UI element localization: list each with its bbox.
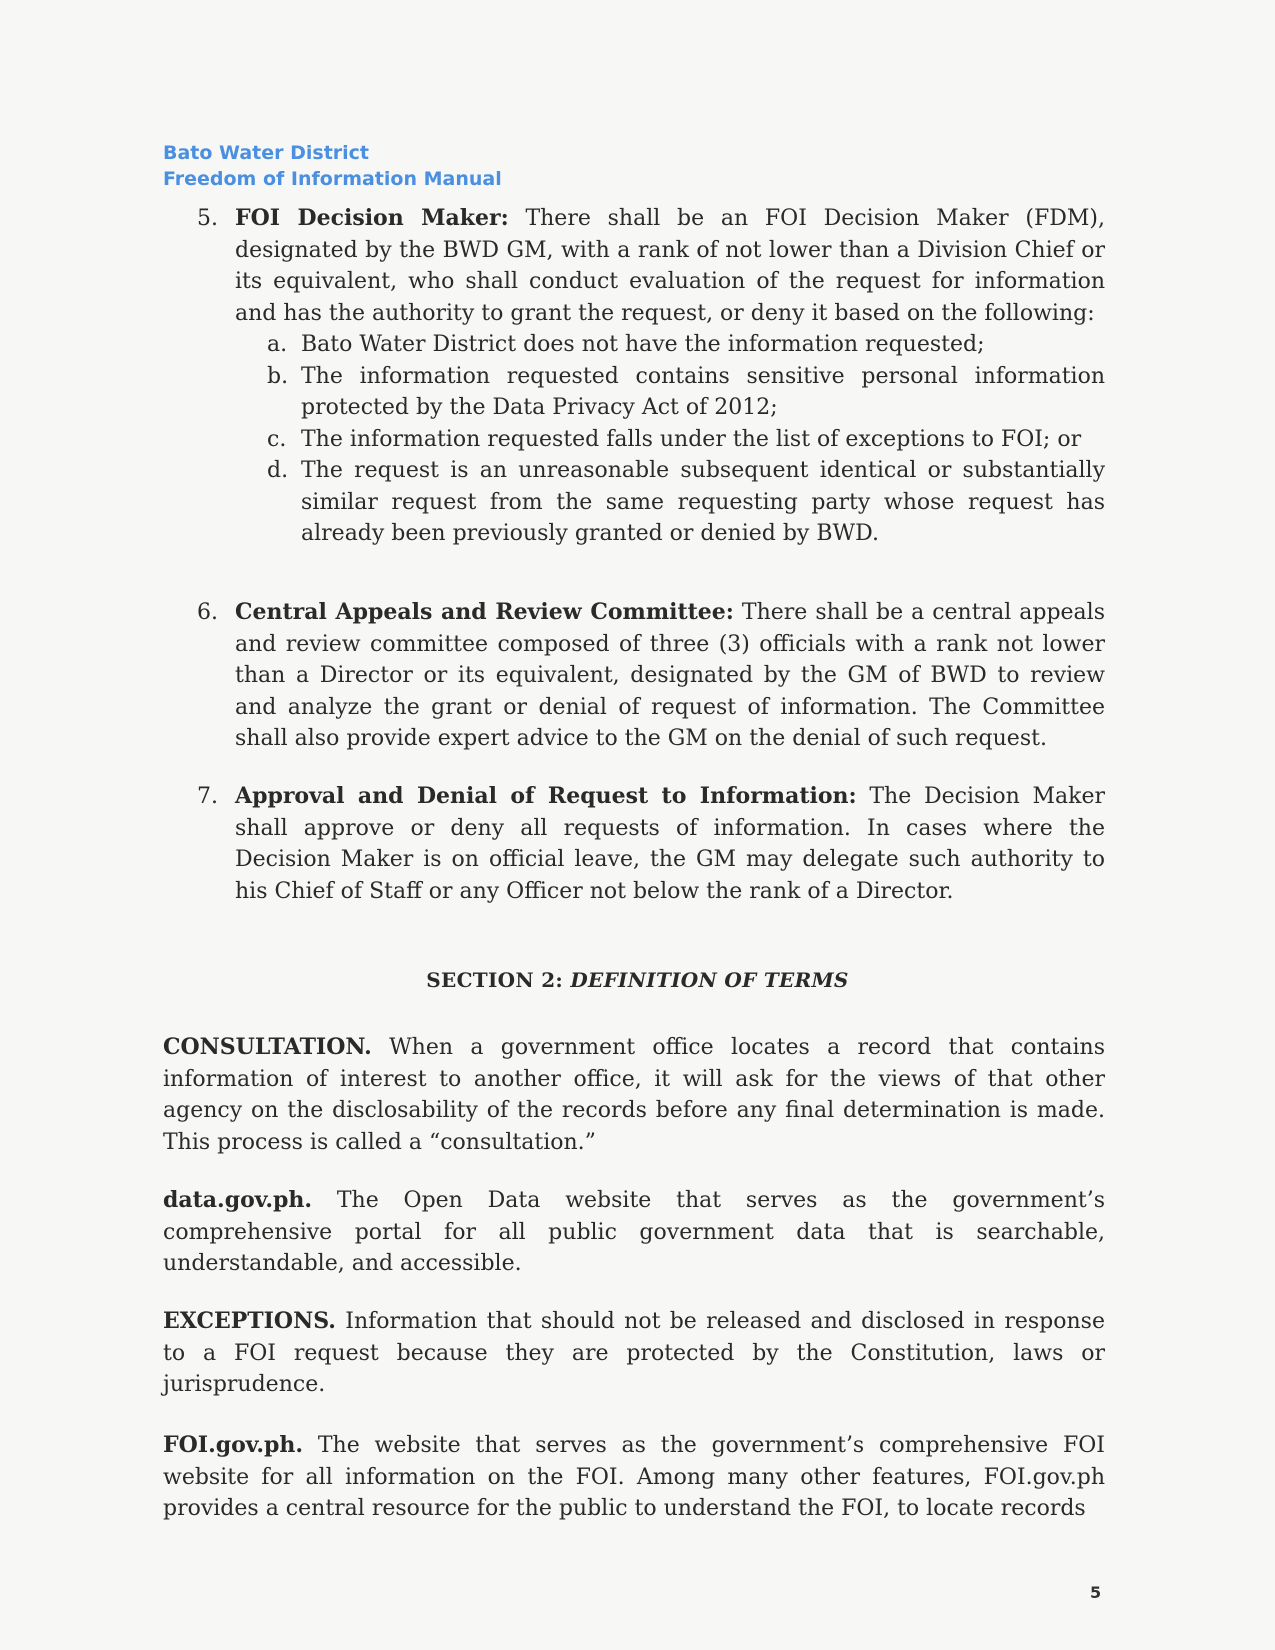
section-title: DEFINITION OF TERMS xyxy=(570,968,849,992)
item-title: Approval and Denial of Request to Information: xyxy=(235,783,857,809)
item-title: FOI Decision Maker: xyxy=(235,205,509,231)
item-body xyxy=(235,203,1105,329)
sublist-item-d xyxy=(267,455,1105,550)
definition-text: The Open Data website that serves as the government’s comprehensive portal for all public government data that is searchable, understandable, and accessible. xyxy=(163,1188,1105,1276)
item-body xyxy=(235,597,1105,755)
header-org: Bato Water District xyxy=(163,142,370,164)
item-number: 7. xyxy=(197,784,218,809)
definition-foi-gov-ph xyxy=(163,1430,1105,1525)
list-item-6 xyxy=(197,597,1105,755)
section-heading xyxy=(0,968,1275,992)
document-header xyxy=(163,140,502,192)
header-doc-title: Freedom of Information Manual xyxy=(163,168,502,190)
item-text: There shall be a central appeals and review committee composed of three (3) officials with a rank not lower than a Director or its equivalent, designated by the GM of BWD to review and analyze the grant or denial of request of information. The Committee shall also provide expert advice to the GM on the denial of such request. xyxy=(235,600,1105,751)
definition-text: When a government office locates a record that contains information of interest to another office, it will ask for the views of that other agency on the disclosability of the records before any final determination is made. This process is called a “consultation.” xyxy=(163,1035,1105,1155)
sub-letter: c. xyxy=(267,426,287,452)
list-item-7 xyxy=(197,781,1105,907)
page-number: 5 xyxy=(1090,1583,1102,1602)
sub-letter: a. xyxy=(267,332,288,357)
definition-consultation xyxy=(163,1032,1105,1158)
sublist-item-c xyxy=(267,424,1105,456)
sub-letter: b. xyxy=(267,363,289,389)
item-text: The Decision Maker shall approve or deny all requests of information. In cases where the Decision Maker is on official leave, the GM may delegate such authority to his Chief of Staff or any Officer not below the rank of a Director. xyxy=(235,784,1105,904)
item-number: 6. xyxy=(197,600,218,625)
item-body xyxy=(235,781,1105,907)
item-text: There shall be an FOI Decision Maker (FDM), designated by the BWD GM, with a rank of not lower than a Division Chief or its equivalent, who shall conduct evaluation of the request for information and has the authority to grant the request, or deny it based on the following: xyxy=(235,206,1105,326)
sub-text: Bato Water District does not have the information requested; xyxy=(301,332,985,357)
sublist xyxy=(267,329,1105,550)
sub-text: The information requested falls under the list of exceptions to FOI; or xyxy=(301,426,1082,452)
sublist-item-b xyxy=(267,361,1105,424)
item-number: 5. xyxy=(197,206,218,231)
sublist-item-a xyxy=(267,329,1105,361)
sub-text: The information requested contains sensitive personal information protected by the Data Privacy Act of 2012; xyxy=(301,363,1105,420)
definition-data-gov-ph xyxy=(163,1185,1105,1280)
definition-term: FOI.gov.ph. xyxy=(163,1432,304,1458)
definition-term: CONSULTATION. xyxy=(163,1034,372,1060)
definition-term: EXCEPTIONS. xyxy=(163,1308,336,1334)
definition-term: data.gov.ph. xyxy=(163,1187,313,1213)
sub-text: The request is an unreasonable subsequent identical or substantially similar request from the same requesting party whose request has already been previously granted or denied by BWD. xyxy=(301,458,1105,546)
definition-text: Information that should not be released and disclosed in response to a FOI request because they are protected by the Constitution, laws or jurisprudence. xyxy=(163,1309,1105,1397)
definition-exceptions xyxy=(163,1306,1105,1401)
item-title: Central Appeals and Review Committee: xyxy=(235,599,734,625)
sub-letter: d. xyxy=(267,458,289,483)
section-prefix: SECTION 2: xyxy=(426,968,571,992)
definition-text: The website that serves as the government’s comprehensive FOI website for all information on the FOI. Among many other features, FOI.gov.ph provides a central resource for the public to understand the FOI, to locate records xyxy=(163,1433,1105,1521)
list-item-5 xyxy=(197,203,1105,550)
